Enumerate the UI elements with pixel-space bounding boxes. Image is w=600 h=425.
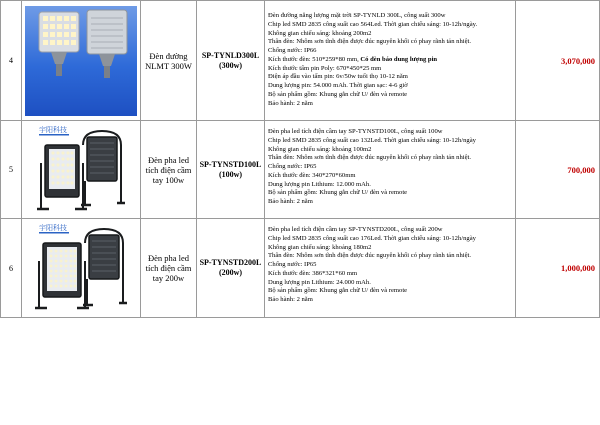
product-price: 700,000: [567, 164, 595, 175]
product-code-power: (100w): [218, 169, 243, 179]
product-code-power: (300w): [218, 60, 243, 70]
desc-line: Chip led SMD 2835 công suất cao 176Led. Thời gian chiếu sáng: 10-12h/ngày: [268, 234, 476, 242]
flood-light-100w-image: [25, 123, 137, 217]
product-description: [265, 12, 518, 119]
desc-line: Đèn pha led tích điện cầm tay SP-TYNSTD200L, công suất 200w: [268, 226, 443, 233]
product-name-line: tích điện cầm: [145, 263, 192, 273]
row-number: 4: [9, 56, 13, 65]
flood-light-200w-image: [25, 221, 137, 315]
product-code: [197, 219, 264, 317]
row-number: 5: [9, 165, 13, 174]
product-name: [141, 1, 196, 120]
desc-line: Kích thước đèn: 386*321*60 mm: [268, 269, 358, 277]
product-price: 1,000,000: [561, 263, 595, 273]
product-image-flood-light-200w: [22, 219, 140, 317]
product-code-power: (200w): [218, 268, 243, 277]
product-code: [197, 1, 264, 120]
desc-line: Điện áp đầu vào tấm pin: 6v/50w tuổi thọ 10-12 năm: [268, 73, 408, 81]
desc-line: Kích thước đèn: 340*270*60mm: [268, 171, 356, 179]
desc-line: Chống nước: IP66: [268, 47, 317, 54]
product-code-text: SP-TYNSTD200L: [199, 258, 262, 267]
product-name: [141, 121, 196, 218]
row-border: [0, 317, 600, 318]
product-name-line: tay 200w: [152, 273, 185, 283]
solar-street-light-image: [25, 6, 137, 116]
product-description: [265, 226, 518, 316]
product-name-line: Đèn đường: [149, 50, 188, 61]
row-number: 6: [9, 263, 13, 273]
desc-line: Bảo hành: 2 năm: [268, 99, 313, 107]
desc-line: Bộ sản phẩm gồm: Khung gắn chữ U/ đèn và remote: [268, 287, 408, 295]
desc-line: Chip led SMD 2835 công suất cao 564Led. Thời gian chiếu sáng: 10-12h/ngày.: [268, 20, 478, 28]
desc-line: [268, 56, 518, 65]
desc-line: Bộ sản phẩm gồm: Khung gắn chữ U/ đèn và remote: [268, 189, 408, 197]
desc-line: Chống nước: IP65: [268, 163, 317, 170]
desc-line: Thân đèn: Nhôm sơn tĩnh điện được đúc nguyên khối có phay rãnh tản nhiệt.: [268, 252, 472, 260]
product-image-street-light: [22, 1, 140, 120]
product-code: [197, 121, 264, 218]
product-price: 3,070,000: [561, 55, 595, 66]
desc-line: Dung lượng pin Lithium: 12.000 mAh.: [268, 180, 371, 188]
product-name-line: Đèn pha led: [147, 154, 190, 165]
desc-line: Dung lượng pin Lithium: 24.000 mAh.: [268, 278, 371, 286]
product-name-line: tay 100w: [152, 174, 185, 185]
desc-line: Kích thước tấm pin Poly: 670*450*25 mm: [268, 64, 382, 72]
product-name-line: Đèn pha led: [147, 253, 190, 263]
desc-bold-note: Có đèn báo dung lượng pin: [360, 55, 438, 63]
desc-line: Thân đèn: Nhôm sơn tĩnh điện được đúc nguyên khối có phay rãnh tản nhiệt.: [268, 38, 472, 46]
desc-line: Đèn pha led tích điện cầm tay SP-TYNSTD100L, công suất 100w: [268, 128, 443, 135]
desc-line: Dung lượng pin: 54.000 mAh. Thời gian sạc: 4-6 giờ: [268, 82, 408, 89]
desc-line: Thân đèn: Nhôm sơn tĩnh điện được đúc nguyên khối có phay rãnh tản nhiệt.: [268, 154, 472, 162]
brand-logo: 宇阳科技: [39, 225, 67, 232]
desc-line: Không gian chiếu sáng: khoảng 200m2: [268, 29, 372, 37]
desc-line: Bảo hành: 2 năm: [268, 296, 313, 303]
desc-text: Kích thước đèn: 510*259*80 mm,: [268, 55, 361, 63]
desc-line: Không gian chiếu sáng: khoảng 100m2: [268, 145, 372, 153]
product-code-text: SP-TYNLD300L: [201, 50, 260, 60]
desc-line: Không gian chiếu sáng: khoảng 180m2: [268, 243, 372, 251]
product-name-line: NLMT 300W: [145, 60, 192, 71]
desc-line: Đèn đường năng lượng mặt trời SP-TYNLD 300L, công suất 300w: [268, 12, 446, 19]
desc-line: Bộ sản phẩm gồm: Khung gắn chữ U/ đèn và remote: [268, 90, 408, 98]
product-code-text: SP-TYNSTD100L: [199, 159, 262, 169]
desc-line: Chống nước: IP65: [268, 261, 317, 268]
product-name-line: tích điện cầm: [145, 164, 192, 175]
desc-line: Bảo hành: 2 năm: [268, 198, 313, 205]
product-image-flood-light-100w: [22, 121, 140, 218]
desc-line: Chip led SMD 2835 công suất cao 132Led. Thời gian chiếu sáng: 10-12h/ngày: [268, 136, 476, 144]
product-name: [141, 219, 196, 317]
product-description: [265, 128, 518, 217]
brand-logo: 宇阳科技: [39, 126, 67, 134]
